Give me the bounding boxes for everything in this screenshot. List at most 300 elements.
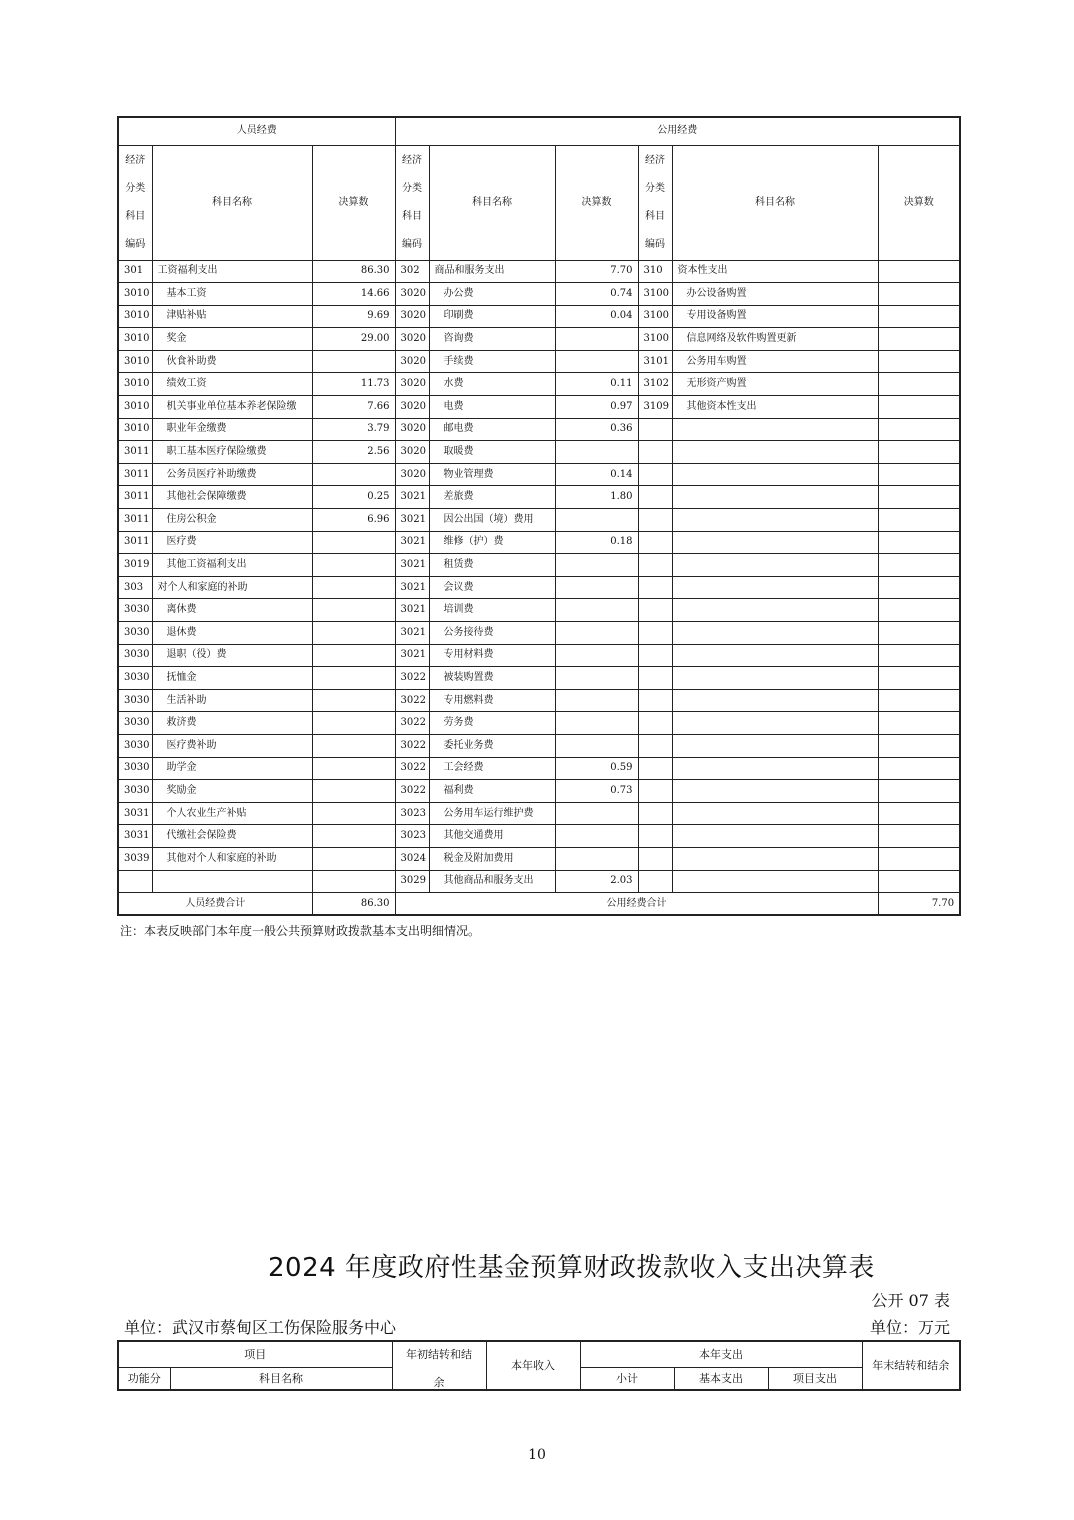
amount-cell: 0.59 [555, 757, 638, 780]
code-cell: 301 [118, 260, 152, 283]
name-cell: 差旅费 [429, 486, 555, 509]
amount-cell [878, 554, 960, 577]
amount-cell [555, 734, 638, 757]
name-cell [672, 509, 878, 532]
name-cell [672, 757, 878, 780]
amount-cell: 86.30 [312, 260, 395, 283]
name-cell: 津贴补贴 [152, 305, 312, 328]
name-cell: 手续费 [429, 350, 555, 373]
code-cell: 310 [638, 260, 672, 283]
carry-in-header: 年初结转和结 [392, 1341, 486, 1367]
table-row [118, 599, 960, 622]
amount-cell [555, 712, 638, 735]
name-column-header: 科目名称 [152, 145, 312, 260]
code-cell: 3011 [118, 486, 152, 509]
code-cell: 3023 [395, 802, 429, 825]
amount-cell: 11.73 [312, 373, 395, 396]
code-cell [638, 599, 672, 622]
code-cell [638, 802, 672, 825]
name-cell [672, 802, 878, 825]
code-cell [638, 622, 672, 645]
amount-cell [312, 644, 395, 667]
amount-cell [878, 644, 960, 667]
code-cell: 3010 [118, 305, 152, 328]
table-row [118, 667, 960, 690]
code-cell: 3031 [118, 825, 152, 848]
table-row [118, 486, 960, 509]
amount-cell: 3.79 [312, 418, 395, 441]
name-cell [672, 418, 878, 441]
fund-header-row-1 [118, 1341, 960, 1367]
name-cell: 公务用车运行维护费 [429, 802, 555, 825]
code-cell: 3030 [118, 667, 152, 690]
code-cell: 3030 [118, 689, 152, 712]
amount-cell [312, 847, 395, 870]
code-cell: 3030 [118, 734, 152, 757]
amount-cell [312, 531, 395, 554]
code-cell [638, 531, 672, 554]
amount-cell: 0.74 [555, 283, 638, 306]
amount-cell: 9.69 [312, 305, 395, 328]
name-cell [672, 667, 878, 690]
amount-cell [555, 622, 638, 645]
code-cell: 3021 [395, 509, 429, 532]
name-cell: 基本工资 [152, 283, 312, 306]
code-cell: 3010 [118, 373, 152, 396]
name-cell [672, 712, 878, 735]
amount-cell [312, 734, 395, 757]
amount-cell [878, 260, 960, 283]
amount-cell [878, 667, 960, 690]
amount-cell [312, 576, 395, 599]
code-column-header: 经济 分类 科目 编码 [395, 145, 429, 260]
amount-cell: 0.11 [555, 373, 638, 396]
code-cell [638, 554, 672, 577]
code-cell: 3011 [118, 531, 152, 554]
amount-cell [878, 396, 960, 419]
amount-cell [555, 554, 638, 577]
code-cell: 3022 [395, 757, 429, 780]
amount-cell [878, 734, 960, 757]
code-cell: 3100 [638, 328, 672, 351]
code-cell [638, 734, 672, 757]
amount-cell [878, 350, 960, 373]
amount-cell [312, 667, 395, 690]
amount-cell [555, 328, 638, 351]
code-cell [638, 757, 672, 780]
code-cell: 3100 [638, 283, 672, 306]
name-cell: 信息网络及软件购置更新 [672, 328, 878, 351]
section-personnel-header: 人员经费 [118, 117, 395, 145]
name-cell [152, 870, 312, 893]
name-cell: 公务接待费 [429, 622, 555, 645]
amount-column-header: 决算数 [878, 145, 960, 260]
name-cell: 委托业务费 [429, 734, 555, 757]
amount-cell [878, 418, 960, 441]
name-cell: 被装购置费 [429, 667, 555, 690]
amount-cell: 0.73 [555, 780, 638, 803]
carry-in-header-cont: 余 [392, 1367, 486, 1390]
name-cell [672, 825, 878, 848]
amount-cell: 2.03 [555, 870, 638, 893]
code-cell: 3010 [118, 350, 152, 373]
code-cell: 3021 [395, 576, 429, 599]
code-cell: 3020 [395, 283, 429, 306]
project-header: 项目 [118, 1341, 392, 1367]
amount-cell [878, 463, 960, 486]
code-cell: 3024 [395, 847, 429, 870]
basic-expense-header: 基本支出 [674, 1367, 768, 1390]
amount-cell [878, 599, 960, 622]
code-cell: 3010 [118, 396, 152, 419]
table-row [118, 373, 960, 396]
name-cell: 专用设备购置 [672, 305, 878, 328]
column-header-row [118, 145, 960, 260]
table-row [118, 689, 960, 712]
code-cell: 3022 [395, 689, 429, 712]
table-row [118, 780, 960, 803]
amount-cell [312, 802, 395, 825]
code-cell: 3101 [638, 350, 672, 373]
code-cell [638, 780, 672, 803]
name-cell: 伙食补助费 [152, 350, 312, 373]
name-cell [672, 599, 878, 622]
page-number: 10 [528, 1447, 546, 1463]
code-cell: 3021 [395, 486, 429, 509]
name-cell: 奖金 [152, 328, 312, 351]
code-cell: 3022 [395, 734, 429, 757]
name-cell: 其他商品和服务支出 [429, 870, 555, 893]
name-cell: 专用材料费 [429, 644, 555, 667]
table-row [118, 396, 960, 419]
project-expense-header: 项目支出 [768, 1367, 862, 1390]
code-cell: 3030 [118, 757, 152, 780]
code-cell: 3023 [395, 825, 429, 848]
name-cell: 取暖费 [429, 441, 555, 464]
code-column-header: 经济 分类 科目 编码 [638, 145, 672, 260]
amount-cell: 14.66 [312, 283, 395, 306]
code-cell: 3021 [395, 554, 429, 577]
code-cell: 3030 [118, 644, 152, 667]
code-cell: 3021 [395, 622, 429, 645]
name-cell: 会议费 [429, 576, 555, 599]
table-row [118, 825, 960, 848]
code-cell: 3030 [118, 780, 152, 803]
amount-cell [312, 870, 395, 893]
name-cell: 退职（役）费 [152, 644, 312, 667]
amount-cell [878, 802, 960, 825]
amount-cell [312, 350, 395, 373]
amount-cell [878, 689, 960, 712]
amount-cell [878, 305, 960, 328]
amount-cell [555, 689, 638, 712]
code-cell [638, 576, 672, 599]
subject-name-header: 科目名称 [170, 1367, 392, 1390]
name-cell: 办公设备购置 [672, 283, 878, 306]
amount-column-header: 决算数 [312, 145, 395, 260]
table-row [118, 305, 960, 328]
name-cell: 税金及附加费用 [429, 847, 555, 870]
table-row [118, 712, 960, 735]
amount-cell [312, 780, 395, 803]
name-cell: 住房公积金 [152, 509, 312, 532]
carry-out-header: 年末结转和结余 [862, 1341, 960, 1390]
amount-cell [878, 486, 960, 509]
form-number: 公开 07 表 [871, 1291, 950, 1310]
table-row [118, 870, 960, 893]
code-cell [638, 644, 672, 667]
table-row [118, 463, 960, 486]
amount-cell: 0.25 [312, 486, 395, 509]
amount-cell [555, 441, 638, 464]
total-row [118, 893, 960, 916]
amount-cell [878, 847, 960, 870]
expense-header: 本年支出 [580, 1341, 862, 1367]
code-cell: 3022 [395, 780, 429, 803]
amount-cell [878, 328, 960, 351]
name-cell [672, 870, 878, 893]
table-row [118, 576, 960, 599]
reporting-unit: 单位：武汉市蔡甸区工伤保险服务中心 [124, 1318, 397, 1337]
name-cell: 对个人和家庭的补助 [152, 576, 312, 599]
name-cell: 物业管理费 [429, 463, 555, 486]
amount-cell [878, 622, 960, 645]
amount-cell [878, 870, 960, 893]
amount-cell [312, 463, 395, 486]
code-cell: 3020 [395, 328, 429, 351]
code-cell: 3021 [395, 644, 429, 667]
amount-cell: 1.80 [555, 486, 638, 509]
amount-cell [878, 780, 960, 803]
table-row [118, 802, 960, 825]
name-cell: 其他社会保障缴费 [152, 486, 312, 509]
code-cell: 3102 [638, 373, 672, 396]
name-cell: 因公出国（境）费用 [429, 509, 555, 532]
table-row [118, 350, 960, 373]
name-cell [672, 847, 878, 870]
table-row [118, 734, 960, 757]
code-cell: 302 [395, 260, 429, 283]
total-public-label: 公用经费合计 [395, 893, 878, 916]
table-row [118, 622, 960, 645]
name-cell [672, 441, 878, 464]
amount-cell: 29.00 [312, 328, 395, 351]
amount-cell [312, 712, 395, 735]
name-cell: 印刷费 [429, 305, 555, 328]
name-column-header: 科目名称 [429, 145, 555, 260]
code-cell [638, 441, 672, 464]
name-cell: 职工基本医疗保险缴费 [152, 441, 312, 464]
amount-cell [312, 599, 395, 622]
name-cell: 工资福利支出 [152, 260, 312, 283]
code-cell [638, 825, 672, 848]
code-cell [118, 870, 152, 893]
amount-cell [555, 599, 638, 622]
code-cell: 3030 [118, 712, 152, 735]
func-category-header: 功能分 [118, 1367, 170, 1390]
code-cell: 3100 [638, 305, 672, 328]
amount-cell: 0.04 [555, 305, 638, 328]
code-cell: 3010 [118, 418, 152, 441]
amount-cell [555, 509, 638, 532]
name-cell: 水费 [429, 373, 555, 396]
amount-cell [312, 757, 395, 780]
amount-cell [312, 689, 395, 712]
code-cell: 3021 [395, 531, 429, 554]
name-cell: 救济费 [152, 712, 312, 735]
code-cell [638, 486, 672, 509]
name-cell: 职业年金缴费 [152, 418, 312, 441]
amount-cell: 6.96 [312, 509, 395, 532]
code-cell: 3011 [118, 509, 152, 532]
table-row [118, 260, 960, 283]
total-personnel-value: 86.30 [312, 893, 395, 916]
code-cell: 3010 [118, 283, 152, 306]
amount-cell: 2.56 [312, 441, 395, 464]
name-cell: 奖励金 [152, 780, 312, 803]
name-cell: 其他工资福利支出 [152, 554, 312, 577]
name-cell: 其他资本性支出 [672, 396, 878, 419]
code-cell: 3030 [118, 622, 152, 645]
name-cell: 办公费 [429, 283, 555, 306]
name-column-header: 科目名称 [672, 145, 878, 260]
code-cell: 3109 [638, 396, 672, 419]
amount-cell: 0.97 [555, 396, 638, 419]
table-row [118, 531, 960, 554]
name-cell: 培训费 [429, 599, 555, 622]
name-cell: 福利费 [429, 780, 555, 803]
code-cell: 3022 [395, 667, 429, 690]
code-column-header: 经济 分类 科目 编码 [118, 145, 152, 260]
name-cell: 代缴社会保险费 [152, 825, 312, 848]
code-cell: 3011 [118, 463, 152, 486]
code-cell: 3031 [118, 802, 152, 825]
amount-cell [555, 825, 638, 848]
code-cell [638, 509, 672, 532]
code-cell: 3020 [395, 396, 429, 419]
code-cell [638, 847, 672, 870]
code-cell: 3029 [395, 870, 429, 893]
code-cell: 3020 [395, 441, 429, 464]
code-cell [638, 870, 672, 893]
table-row [118, 644, 960, 667]
name-cell: 无形资产购置 [672, 373, 878, 396]
amount-cell [312, 554, 395, 577]
section-header-row [118, 117, 960, 145]
amount-cell: 0.14 [555, 463, 638, 486]
name-cell: 公务用车购置 [672, 350, 878, 373]
name-cell: 专用燃料费 [429, 689, 555, 712]
name-cell [672, 554, 878, 577]
code-cell [638, 689, 672, 712]
total-personnel-label: 人员经费合计 [118, 893, 312, 916]
income-header: 本年收入 [486, 1341, 580, 1390]
amount-cell [878, 531, 960, 554]
subtotal-header: 小计 [580, 1367, 674, 1390]
table-row [118, 847, 960, 870]
name-cell: 资本性支出 [672, 260, 878, 283]
code-cell: 3020 [395, 463, 429, 486]
name-cell [672, 531, 878, 554]
name-cell [672, 644, 878, 667]
name-cell: 个人农业生产补贴 [152, 802, 312, 825]
amount-cell [878, 825, 960, 848]
name-cell: 机关事业单位基本养老保险缴 [152, 396, 312, 419]
name-cell: 绩效工资 [152, 373, 312, 396]
amount-cell [555, 644, 638, 667]
amount-cell [555, 667, 638, 690]
amount-cell: 0.18 [555, 531, 638, 554]
name-cell: 其他交通费用 [429, 825, 555, 848]
name-cell: 劳务费 [429, 712, 555, 735]
code-cell: 3011 [118, 441, 152, 464]
code-cell [638, 418, 672, 441]
amount-cell [555, 802, 638, 825]
table-note: 注：本表反映部门本年度一般公共预算财政拨款基本支出明细情况。 [120, 924, 481, 938]
name-cell: 邮电费 [429, 418, 555, 441]
code-cell: 3021 [395, 599, 429, 622]
name-cell [672, 734, 878, 757]
name-cell: 工会经费 [429, 757, 555, 780]
name-cell [672, 486, 878, 509]
name-cell: 生活补助 [152, 689, 312, 712]
code-cell: 3022 [395, 712, 429, 735]
table-row [118, 441, 960, 464]
name-cell [672, 622, 878, 645]
amount-cell [878, 283, 960, 306]
table-row [118, 328, 960, 351]
name-cell: 退休费 [152, 622, 312, 645]
code-cell: 3020 [395, 305, 429, 328]
section-public-header: 公用经费 [395, 117, 960, 145]
code-cell: 3010 [118, 328, 152, 351]
code-cell: 3039 [118, 847, 152, 870]
amount-cell: 7.70 [555, 260, 638, 283]
amount-cell: 7.66 [312, 396, 395, 419]
name-cell [672, 689, 878, 712]
amount-cell [555, 350, 638, 373]
code-cell [638, 667, 672, 690]
name-cell: 医疗费补助 [152, 734, 312, 757]
name-cell [672, 576, 878, 599]
code-cell [638, 712, 672, 735]
fund-table-title: 2024 年度政府性基金预算财政拨款收入支出决算表 [268, 1253, 875, 1283]
basic-expense-detail-table [117, 116, 961, 916]
table-row [118, 418, 960, 441]
fund-budget-table [117, 1340, 961, 1391]
amount-cell [312, 622, 395, 645]
name-cell [672, 780, 878, 803]
name-cell [672, 463, 878, 486]
amount-cell [555, 576, 638, 599]
table-row [118, 509, 960, 532]
amount-cell: 0.36 [555, 418, 638, 441]
amount-cell [555, 847, 638, 870]
amount-cell [878, 441, 960, 464]
name-cell: 抚恤金 [152, 667, 312, 690]
amount-cell [878, 712, 960, 735]
currency-unit: 单位：万元 [869, 1318, 950, 1337]
table-row [118, 757, 960, 780]
code-cell: 3020 [395, 350, 429, 373]
amount-cell [878, 373, 960, 396]
code-cell: 3030 [118, 599, 152, 622]
amount-cell [312, 825, 395, 848]
amount-cell [878, 757, 960, 780]
amount-cell [878, 576, 960, 599]
code-cell [638, 463, 672, 486]
name-cell: 公务员医疗补助缴费 [152, 463, 312, 486]
